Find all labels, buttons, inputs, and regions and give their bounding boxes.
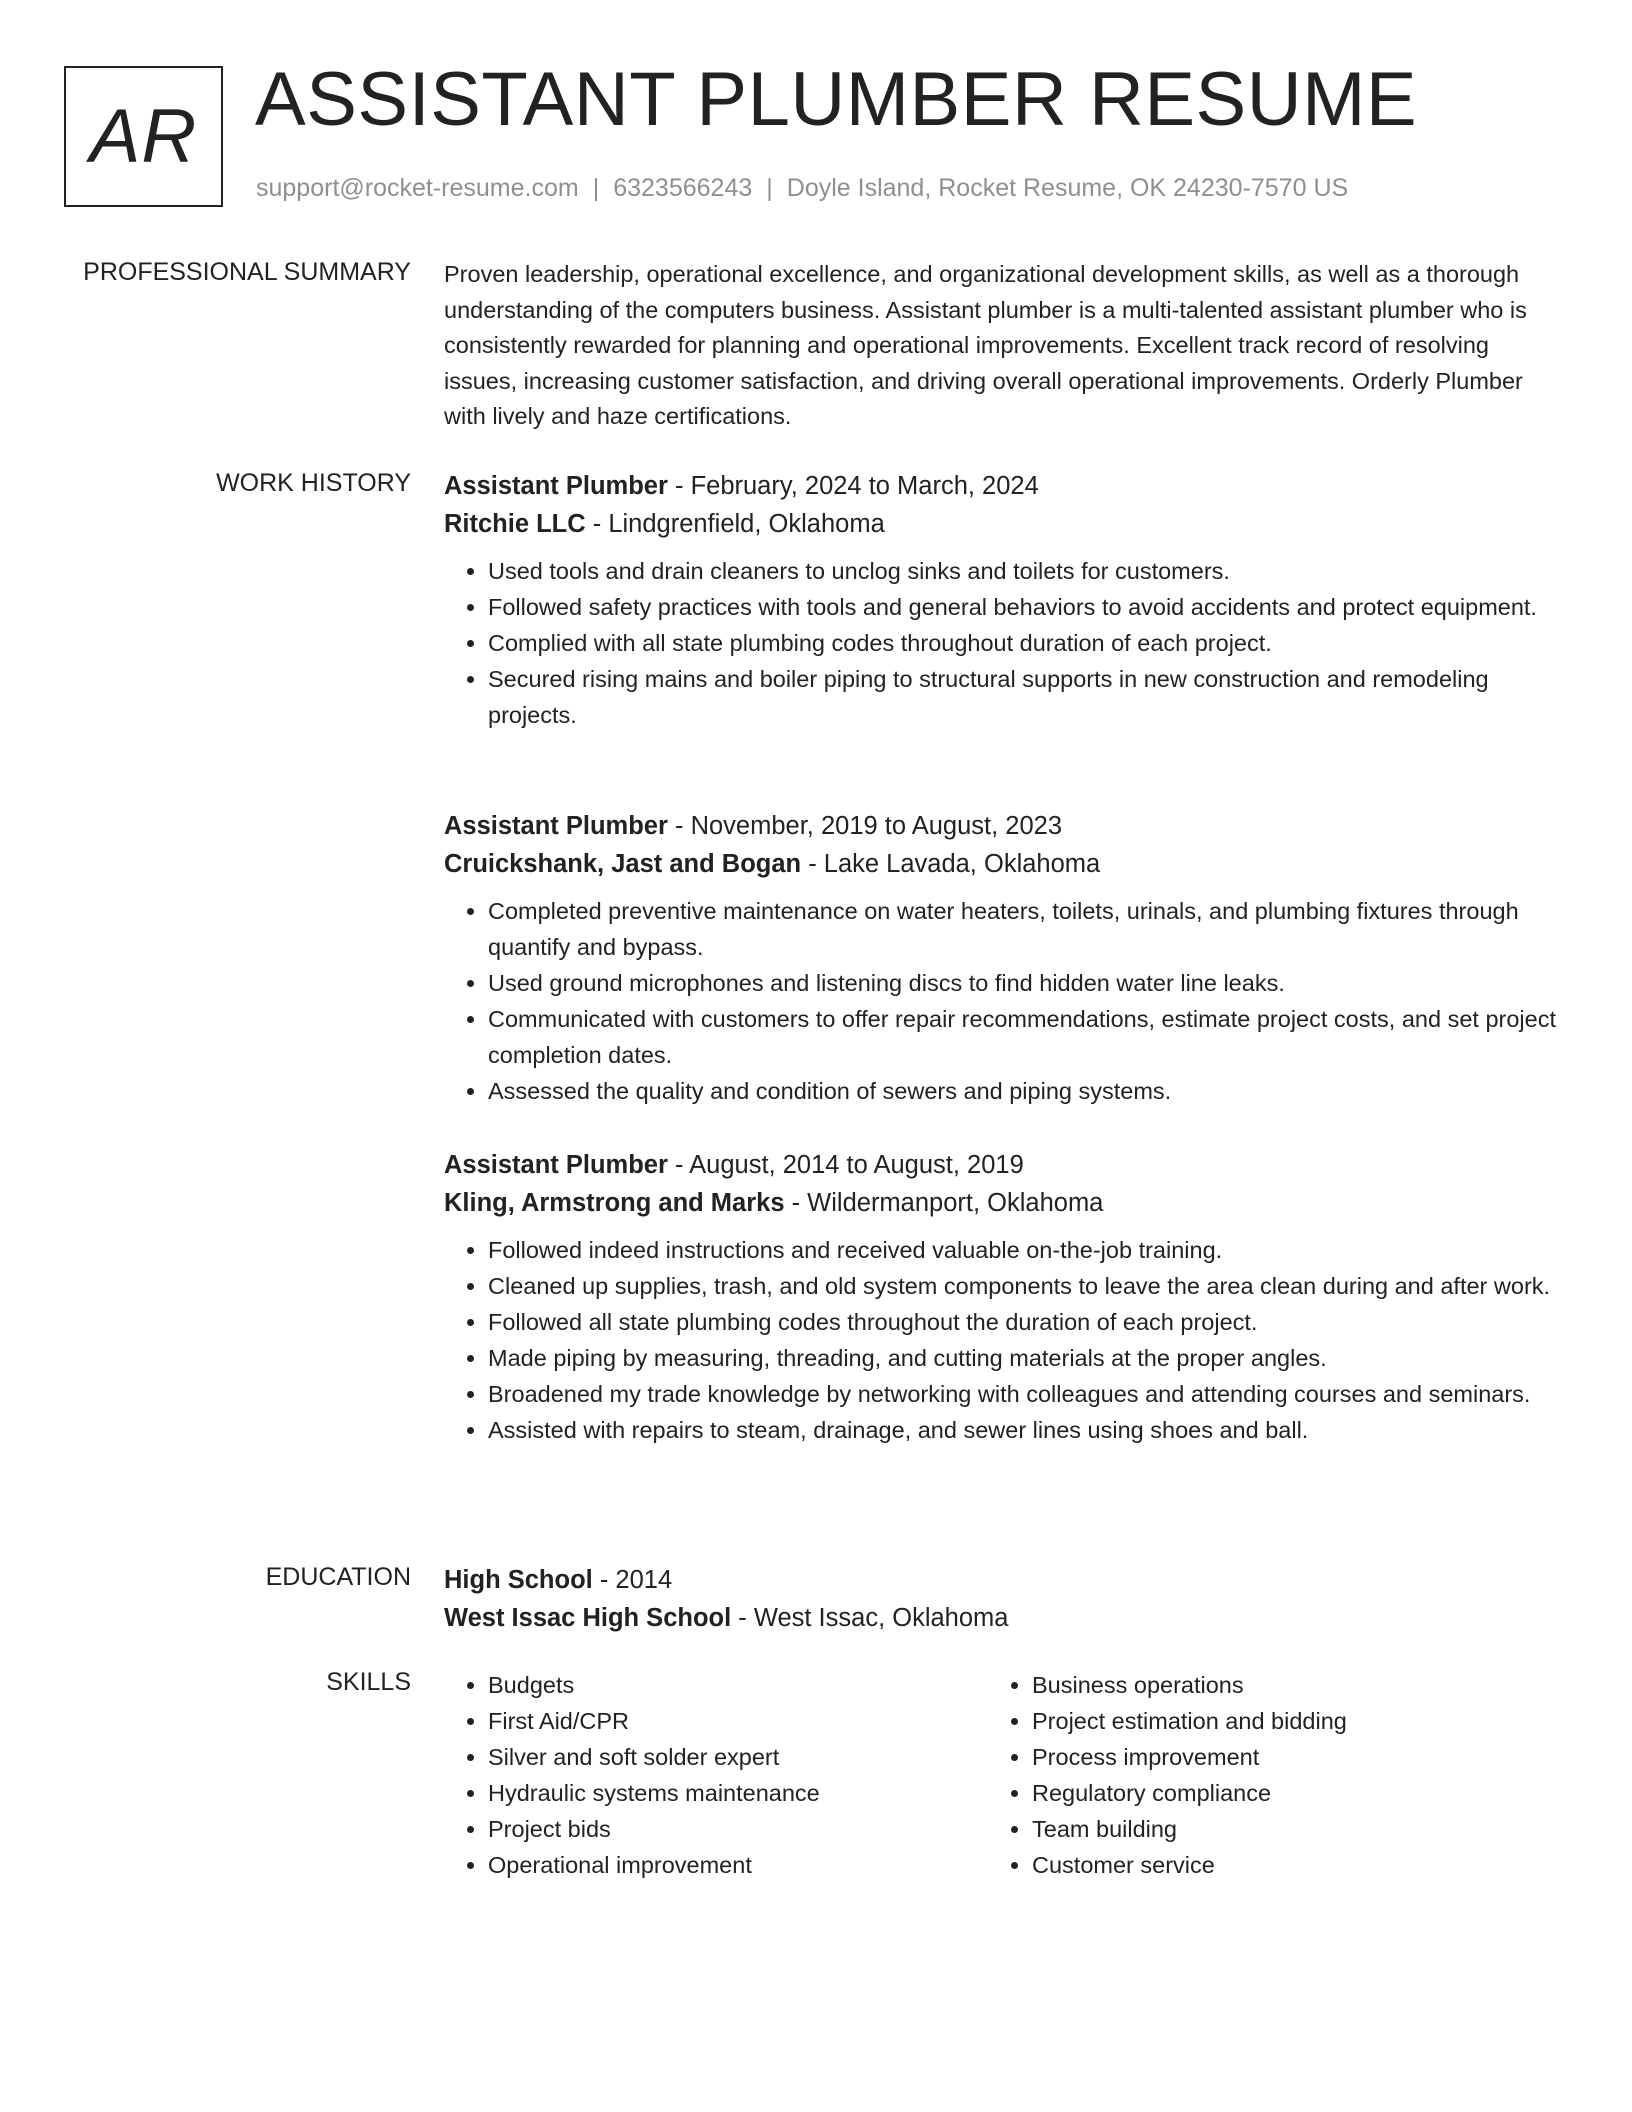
skills-list-right [988, 1667, 1532, 1883]
skill-item: • Hydraulic systems maintenance [488, 1775, 988, 1811]
job-dates: - November, 2019 to August, 2023 [667, 812, 1062, 840]
education-location: - West Issac, Oklahoma [731, 1604, 1009, 1632]
skill-item: • Process improvement [1032, 1739, 1532, 1775]
section-label-work-history: WORK HISTORY [216, 469, 411, 497]
skill-item: • Operational improvement [488, 1847, 988, 1883]
contact-address: Doyle Island, Rocket Resume, OK 24230-7570 US [786, 174, 1349, 202]
job-entry [444, 467, 1564, 733]
job-bullet: • Followed indeed instructions and received valuable on-the-job training. [488, 1232, 1564, 1268]
skill-item: • Budgets [488, 1667, 988, 1703]
education-degree: High School [444, 1566, 593, 1594]
skill-item: • Project bids [488, 1811, 988, 1847]
job-company: Cruickshank, Jast and Bogan [444, 850, 802, 878]
education-year: - 2014 [592, 1566, 673, 1594]
section-label-education: EDUCATION [265, 1563, 411, 1591]
job-title: Assistant Plumber [444, 812, 668, 840]
job-bullet: • Used ground microphones and listening discs to find hidden water line leaks. [488, 965, 1564, 1001]
job-bullet: • Assisted with repairs to steam, drainage, and sewer lines using shoes and ball. [488, 1412, 1564, 1448]
skill-item: • Silver and soft solder expert [488, 1739, 988, 1775]
job-entry [444, 807, 1564, 1109]
skills-list-left [444, 1667, 988, 1883]
job-location: - Wildermanport, Oklahoma [784, 1189, 1104, 1217]
job-dates: - February, 2024 to March, 2024 [667, 472, 1039, 500]
education-school-line [444, 1599, 1564, 1637]
job-bullet: • Broadened my trade knowledge by networking with colleagues and attending courses and seminars. [488, 1376, 1564, 1412]
skill-item: • Project estimation and bidding [1032, 1703, 1532, 1739]
job-bullet: • Cleaned up supplies, trash, and old system components to leave the area clean during and after work. [488, 1268, 1564, 1304]
section-label-summary: PROFESSIONAL SUMMARY [83, 258, 411, 286]
job-bullets [444, 893, 1564, 1109]
job-company: Kling, Armstrong and Marks [444, 1189, 785, 1217]
job-title-line [444, 467, 1564, 505]
job-bullet: • Made piping by measuring, threading, and cutting materials at the proper angles. [488, 1340, 1564, 1376]
job-title-line [444, 1146, 1564, 1184]
skills-section [444, 1667, 1564, 1883]
job-dates: - August, 2014 to August, 2019 [667, 1151, 1024, 1179]
contact-phone: 6323566243 [613, 174, 753, 202]
job-bullet: • Complied with all state plumbing codes throughout duration of each project. [488, 625, 1564, 661]
job-bullet: • Followed all state plumbing codes throughout the duration of each project. [488, 1304, 1564, 1340]
job-entry [444, 1146, 1564, 1448]
job-company: Ritchie LLC [444, 510, 586, 538]
skill-item: • Regulatory compliance [1032, 1775, 1532, 1811]
education-entry [444, 1561, 1564, 1637]
education-school: West Issac High School [444, 1604, 732, 1632]
resume-title: ASSISTANT PLUMBER RESUME [255, 57, 1418, 142]
contact-email: support@rocket-resume.com [256, 174, 579, 202]
summary-section [444, 257, 1564, 435]
contact-line [256, 174, 1348, 203]
job-bullet: • Assessed the quality and condition of sewers and piping systems. [488, 1073, 1564, 1109]
skill-item: • Team building [1032, 1811, 1532, 1847]
section-label-skills: SKILLS [326, 1668, 411, 1696]
job-bullets [444, 1232, 1564, 1448]
initials-monogram [64, 66, 223, 207]
contact-separator: | [592, 174, 600, 202]
skill-item: • Business operations [1032, 1667, 1532, 1703]
job-bullets [444, 553, 1564, 733]
initials-text: AR [89, 94, 198, 179]
job-company-line [444, 845, 1564, 883]
contact-separator: | [766, 174, 773, 202]
job-location: - Lake Lavada, Oklahoma [801, 850, 1101, 878]
job-bullet: • Secured rising mains and boiler piping to structural supports in new construction and remodeling projects. [488, 661, 1564, 733]
skill-item: • Customer service [1032, 1847, 1532, 1883]
job-location: - Lindgrenfield, Oklahoma [585, 510, 885, 538]
job-bullet: • Completed preventive maintenance on water heaters, toilets, urinals, and plumbing fixtures through quantify and bypass. [488, 893, 1564, 965]
education-degree-line [444, 1561, 1564, 1599]
job-bullet: • Followed safety practices with tools and general behaviors to avoid accidents and protect equipment. [488, 589, 1564, 625]
job-title: Assistant Plumber [444, 472, 668, 500]
job-company-line [444, 1184, 1564, 1222]
job-title: Assistant Plumber [444, 1151, 668, 1179]
job-title-line [444, 807, 1564, 845]
skill-item: • First Aid/CPR [488, 1703, 988, 1739]
job-bullet: • Communicated with customers to offer repair recommendations, estimate project costs, and set project completion dates. [488, 1001, 1564, 1073]
job-bullet: • Used tools and drain cleaners to unclog sinks and toilets for customers. [488, 553, 1564, 589]
summary-text: Proven leadership, operational excellence, and organizational development skills, as well as a thorough understanding of the computers business. Assistant plumber is a multi-talented assistant plumber who is consistently rewarded for planning and operational improvements. Excellent track record of resolving issues, increasing customer satisfaction, and driving overall operational improvements. Orderly Plumber with lively and haze certifications. [444, 261, 1527, 429]
job-company-line [444, 505, 1564, 543]
